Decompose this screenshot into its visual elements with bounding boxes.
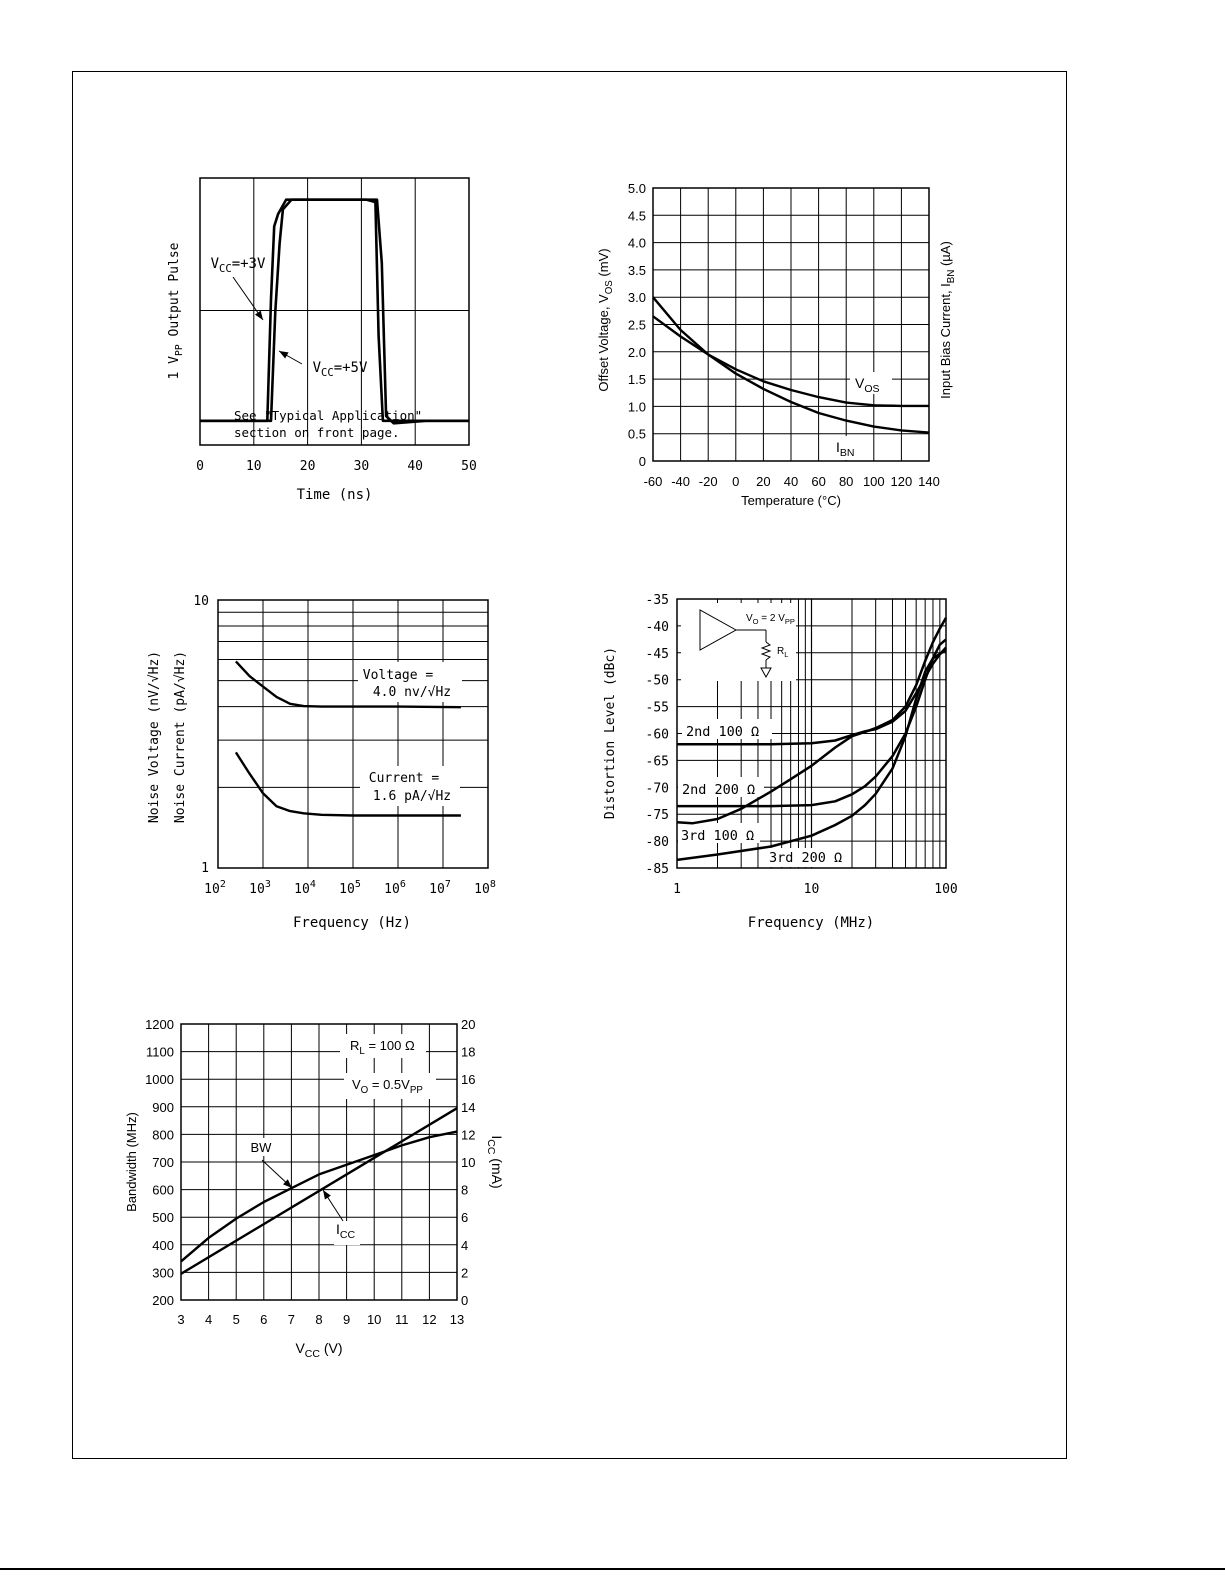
y-tick-label: 5.0 [627, 181, 646, 196]
y-axis-title: 1 $V_{PP}$ Output Pulse [167, 242, 185, 380]
y-tick-label-right: 0 [461, 1293, 469, 1308]
x-tick-label: 6 [260, 1312, 268, 1327]
x-tick-label: $10^5$ [339, 879, 361, 897]
y-tick-label-right: 12 [461, 1127, 476, 1143]
y-axis-title-right: $I_{CC}$ (mA) [484, 1135, 505, 1189]
x-tick-label: $10^2$ [204, 879, 226, 897]
y-tick-label-right: 10 [461, 1155, 476, 1170]
x-tick-label: 3 [177, 1312, 185, 1327]
y-tick-label: 1.5 [627, 372, 646, 388]
x-tick-label: 80 [838, 474, 854, 489]
label-current-1: Current = [368, 771, 440, 786]
y-tick-label: -50 [645, 673, 669, 689]
x-tick-label: 13 [449, 1312, 465, 1327]
x-tick-label: 20 [756, 474, 771, 489]
label-2nd-200: 2nd 200 Ω [682, 782, 756, 798]
chart-offset-temperature [596, 181, 957, 508]
x-tick-label: $10^8$ [474, 879, 496, 897]
y-tick-label: 2.0 [627, 344, 646, 360]
y-tick-label-left: 300 [152, 1265, 174, 1281]
label-vcc3: $V_{CC}=+3V$ [210, 256, 266, 276]
x-tick-label: 10 [803, 882, 820, 897]
y-tick-label-right: 14 [461, 1099, 476, 1115]
chart-noise-frequency [147, 594, 496, 931]
y-axis-title: Distortion Level (dBc) [603, 646, 618, 820]
label-3rd-200: 3rd 200 Ω [769, 850, 843, 866]
x-tick-label: 8 [315, 1312, 323, 1327]
y-tick-label-left: 200 [152, 1293, 174, 1308]
x-tick-label: 60 [811, 474, 826, 489]
label-rl: $R_L = 100$ Ω [350, 1038, 415, 1057]
x-tick-label: 7 [287, 1312, 296, 1327]
chart-distortion-frequency [603, 593, 958, 931]
label-vcc5: $V_{CC}=+5V$ [312, 360, 368, 380]
note-line-1: See "Typical Application" [234, 408, 423, 423]
x-tick-label: 0 [732, 474, 740, 489]
x-tick-label: 9 [342, 1312, 351, 1327]
y-axis-title-left: Bandwidth (MHz) [124, 1112, 139, 1212]
y-tick-label-right: 8 [461, 1182, 469, 1198]
arrow-icc-head [323, 1190, 331, 1199]
x-tick-label: 120 [890, 474, 913, 489]
chart-bandwidth-vcc [124, 1017, 505, 1360]
label-vos: $V_{OS}$ [855, 375, 880, 396]
x-tick-label: 11 [395, 1312, 409, 1327]
label-icc: $I_{CC}$ [336, 1221, 356, 1242]
y-tick-label: -55 [645, 700, 669, 716]
y-tick-label: 4.5 [627, 208, 646, 224]
x-tick-label: -20 [698, 474, 718, 489]
y-tick-label-left: 1200 [145, 1017, 174, 1032]
x-tick-label: 0 [196, 459, 204, 474]
arrow-vcc5-head [279, 351, 289, 358]
y-tick-label-left: 800 [152, 1127, 174, 1143]
y-tick-label: 0 [638, 454, 646, 469]
y-tick-label-left: 1000 [145, 1072, 174, 1088]
x-tick-label: -40 [671, 474, 690, 489]
plot-frame [200, 178, 469, 445]
x-tick-label: 12 [422, 1312, 437, 1327]
x-tick-label: 5 [232, 1312, 240, 1327]
y-tick-label-left: 600 [152, 1182, 174, 1198]
y-tick-label: -40 [645, 619, 669, 635]
x-tick-label: $10^7$ [429, 879, 451, 897]
x-tick-label: $10^4$ [294, 879, 316, 897]
x-tick-label: 20 [299, 459, 316, 474]
x-axis-title: $V_{CC}$ (V) [295, 1340, 343, 1361]
y-tick-label-left: 400 [152, 1237, 174, 1253]
label-bw: BW [250, 1140, 272, 1155]
y-axis-title-right: Input Bias Current, $I_{BN}$ (µA) [938, 241, 957, 399]
y-tick-label: 3.5 [627, 262, 646, 278]
x-tick-label: 10 [245, 459, 262, 474]
y-tick-label: -45 [645, 646, 669, 662]
y-tick-label-left: 500 [152, 1210, 174, 1226]
x-tick-label: 100 [862, 474, 885, 489]
x-axis-title: Time (ns) [296, 487, 373, 503]
y-tick-label: -65 [645, 754, 669, 770]
note-line-2: section on front page. [234, 425, 400, 440]
y-tick-label: 1 [201, 861, 209, 876]
x-tick-label: $10^6$ [384, 879, 406, 897]
y-tick-label-left: 1100 [146, 1044, 174, 1060]
label-2nd-100: 2nd 100 Ω [686, 724, 760, 740]
y-tick-label: -85 [645, 862, 669, 877]
x-tick-label: -60 [643, 474, 663, 489]
x-tick-label: 40 [783, 474, 799, 489]
y-tick-label: -70 [645, 781, 669, 797]
y-tick-label-left: 700 [152, 1155, 174, 1170]
inset-vo-label: $V_O = 2$ $V_{PP}$ [746, 613, 795, 626]
y-tick-label: 10 [193, 594, 209, 609]
y-tick-label: 0.5 [627, 426, 646, 442]
inset-rl-label: $R_L$ [777, 646, 789, 659]
y-tick-label-right: 16 [461, 1072, 476, 1088]
y-tick-label: 3.0 [627, 290, 646, 306]
x-tick-label: 30 [353, 459, 370, 474]
series-line-vcc5 [200, 200, 469, 424]
y-tick-label-right: 20 [461, 1017, 476, 1032]
label-3rd-100: 3rd 100 Ω [681, 828, 755, 844]
y-tick-label: -35 [645, 593, 669, 608]
x-axis-title: Frequency (Hz) [292, 915, 412, 931]
y-tick-label: 2.5 [627, 317, 646, 333]
label-current-2: 1.6 pA/√Hz [372, 789, 452, 804]
y-tick-label-right: 4 [461, 1237, 469, 1253]
x-tick-label: 140 [918, 474, 940, 489]
y-tick-label: -75 [645, 808, 669, 824]
y-axis-title-left: Offset Voltage, $V_{OS}$ (mV) [596, 248, 615, 392]
x-tick-label: 40 [407, 459, 424, 474]
y-tick-label: -80 [645, 835, 669, 851]
x-axis-title: Frequency (MHz) [747, 915, 875, 931]
x-tick-label: 4 [204, 1312, 213, 1327]
label-voltage-1: Voltage = [362, 668, 434, 683]
y-axis-title-1: Noise Voltage (nV/√Hz) [147, 650, 162, 824]
label-voltage-2: 4.0 nv/√Hz [372, 685, 452, 700]
arrow-vcc3-head [255, 311, 263, 320]
x-tick-label: 50 [461, 459, 477, 474]
x-tick-label: 10 [366, 1312, 382, 1327]
y-tick-label: 4.0 [627, 235, 646, 251]
y-tick-label: -60 [645, 727, 669, 743]
label-vo: $V_O = 0.5V_{PP}$ [352, 1077, 423, 1096]
chart-output-pulse [167, 178, 477, 503]
y-tick-label-right: 18 [461, 1044, 476, 1060]
x-tick-label: $10^3$ [249, 879, 271, 897]
y-tick-label: 1.0 [627, 399, 646, 415]
x-tick-label: 100 [934, 882, 958, 897]
y-tick-label-right: 6 [461, 1210, 469, 1226]
y-tick-label-right: 2 [461, 1265, 469, 1281]
label-ibn: $I_{BN}$ [836, 439, 855, 460]
y-tick-label-left: 900 [152, 1099, 174, 1115]
y-axis-title-2: Noise Current (pA/√Hz) [173, 650, 188, 824]
x-tick-label: 1 [673, 882, 681, 897]
x-axis-title: Temperature (°C) [741, 493, 841, 508]
